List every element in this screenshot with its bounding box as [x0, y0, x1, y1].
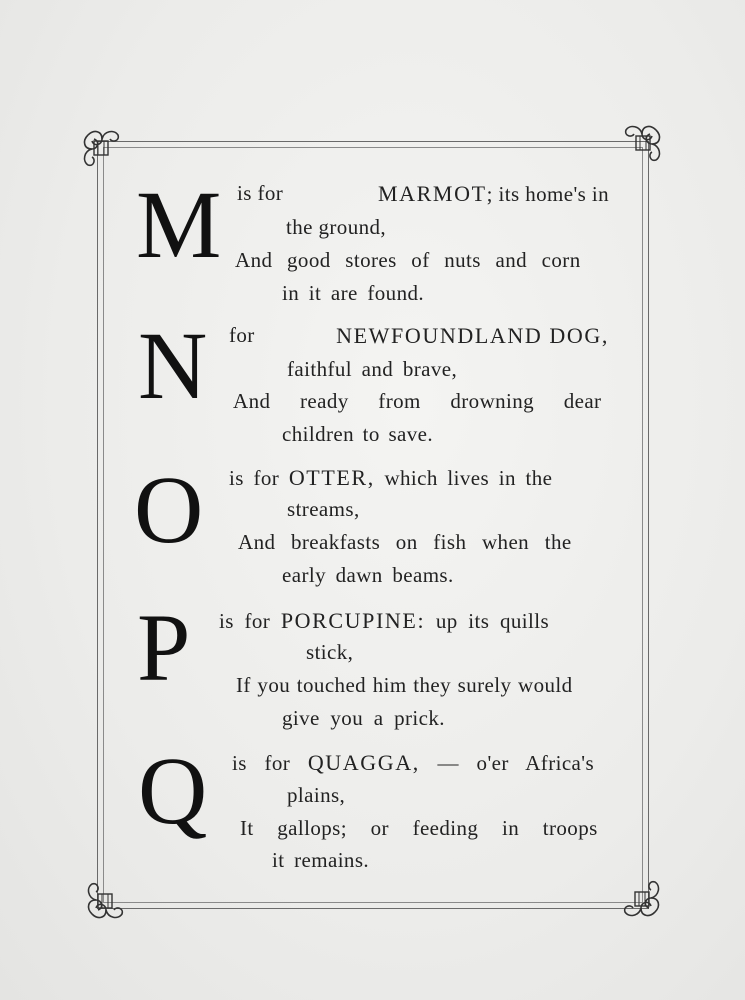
- drop-cap-letter: O: [134, 456, 204, 563]
- verse-line-1: is for PORCUPINE: up its quills: [219, 608, 550, 633]
- animal-name: OTTER,: [288, 465, 375, 490]
- verse-line-2: stick,: [306, 640, 354, 664]
- corner-ornament-icon: [619, 876, 663, 920]
- verse-line-3: And breakfasts on fish when the: [238, 530, 572, 554]
- verse-line-1: for NEWFOUNDLAND DOG,: [229, 323, 609, 348]
- drop-cap-letter: N: [138, 312, 208, 419]
- verse-line-1: is for OTTER, which lives in the: [229, 465, 553, 490]
- verse-line-2: the ground,: [286, 215, 387, 239]
- verse-line-4: it remains.: [272, 848, 370, 872]
- corner-ornament-icon: [84, 878, 128, 922]
- animal-name: QUAGGA,: [307, 750, 420, 775]
- drop-cap-letter: P: [137, 594, 191, 701]
- verse-line-2: faithful and brave,: [287, 357, 458, 381]
- verse-line-3: If you touched him they surely would: [236, 673, 573, 697]
- verse-line-4: early dawn beams.: [282, 563, 454, 587]
- verse-line-1: is for QUAGGA, — o'er Africa's: [232, 750, 595, 775]
- corner-ornament-icon: [80, 127, 124, 171]
- verse-line-3: And good stores of nuts and corn: [235, 248, 581, 272]
- verse-line-1: is for MARMOT; its home's in: [237, 181, 609, 206]
- verse-line-4: in it are found.: [282, 281, 425, 305]
- verse-line-2: plains,: [287, 783, 346, 807]
- animal-name: NEWFOUNDLAND DOG,: [336, 323, 609, 348]
- animal-name: PORCUPINE:: [280, 608, 426, 633]
- verse-line-4: children to save.: [282, 422, 434, 446]
- animal-name: MARMOT: [378, 181, 487, 206]
- drop-cap-letter: Q: [138, 737, 208, 844]
- verse-line-3: It gallops; or feeding in troops: [240, 816, 598, 840]
- drop-cap-letter: M: [136, 171, 222, 278]
- verse-line-2: streams,: [287, 497, 360, 521]
- verse-line-4: give you a prick.: [282, 706, 445, 730]
- corner-ornament-icon: [620, 122, 664, 166]
- verse-line-3: And ready from drowning dear: [233, 389, 602, 413]
